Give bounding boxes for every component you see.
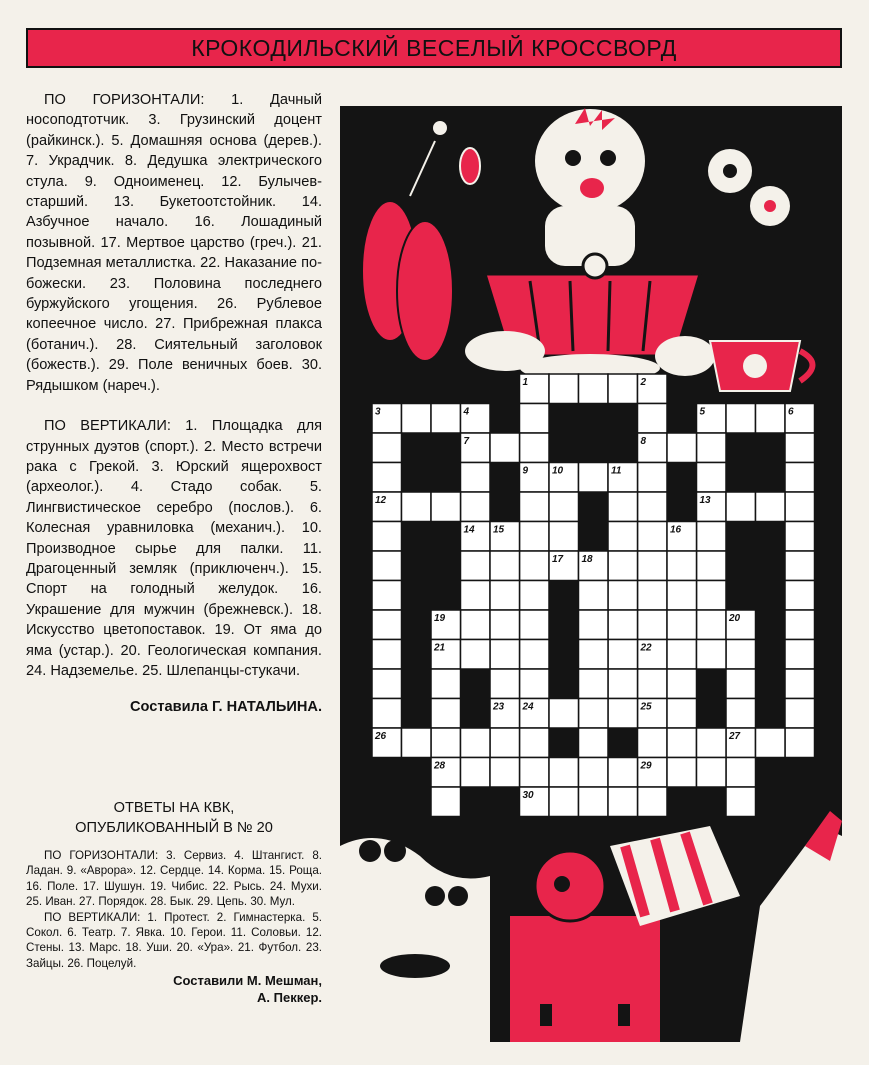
grid-cell[interactable]	[520, 404, 550, 434]
grid-cell[interactable]	[667, 551, 697, 581]
clue-number: 22	[640, 642, 652, 654]
grid-cell[interactable]	[402, 728, 432, 758]
grid-cell[interactable]	[667, 610, 697, 640]
clue-number: 12	[375, 495, 387, 506]
grid-cell[interactable]	[608, 522, 638, 552]
grid-cell[interactable]	[490, 728, 520, 758]
crossword-svg	[340, 106, 842, 1042]
grid-cell[interactable]	[726, 404, 756, 434]
clue-number: 21	[434, 642, 446, 654]
grid-cell[interactable]	[667, 581, 697, 611]
fly-icon	[433, 121, 447, 135]
grid-cell[interactable]	[726, 669, 756, 699]
grid-cell[interactable]	[520, 640, 550, 670]
grid-cell[interactable]	[520, 581, 550, 611]
grid-cell[interactable]	[461, 640, 491, 670]
clue-number: 30	[522, 790, 534, 801]
grid-cell[interactable]	[461, 610, 491, 640]
clue-number: 16	[670, 524, 682, 536]
crossword-illustration	[340, 106, 842, 1042]
grid-cell[interactable]	[372, 433, 402, 463]
clue-number: 23	[493, 701, 505, 713]
grid-cell[interactable]	[785, 581, 815, 611]
grid-cell[interactable]	[697, 758, 727, 788]
clue-number: 11	[611, 465, 622, 477]
clue-number: 24	[522, 701, 534, 713]
clue-number: 5	[699, 406, 706, 418]
title-banner	[26, 28, 842, 68]
grid-cell[interactable]	[638, 728, 668, 758]
grid-cell[interactable]	[431, 669, 461, 699]
answers-title-line-1: ОТВЕТЫ НА КВК,	[113, 800, 235, 816]
grid-cell[interactable]	[785, 522, 815, 552]
grid-cell[interactable]	[490, 640, 520, 670]
grid-cell[interactable]	[520, 728, 550, 758]
clue-number: 15	[493, 524, 505, 536]
grid-cell[interactable]	[697, 581, 727, 611]
grid-cell[interactable]	[638, 581, 668, 611]
clue-number: 14	[463, 524, 475, 536]
grid-cell[interactable]	[461, 728, 491, 758]
clue-number: 8	[640, 436, 647, 447]
clue-number: 10	[552, 465, 564, 477]
grid-cell[interactable]	[697, 551, 727, 581]
clues-column	[26, 90, 322, 715]
toilet-box	[510, 916, 660, 1042]
grid-cell[interactable]	[608, 610, 638, 640]
grid-cell[interactable]	[549, 758, 579, 788]
grid-cell[interactable]	[579, 374, 609, 404]
grid-cell[interactable]	[461, 492, 491, 522]
foam-right	[655, 336, 715, 376]
grid-cell[interactable]	[726, 492, 756, 522]
grid-cell[interactable]	[372, 699, 402, 729]
grid-cell[interactable]	[579, 581, 609, 611]
grid-cell[interactable]	[638, 551, 668, 581]
grid-cell[interactable]	[579, 787, 609, 817]
grid-cell[interactable]	[608, 551, 638, 581]
clue-number: 27	[729, 731, 741, 742]
grid-cell[interactable]	[461, 463, 491, 493]
answers-block	[26, 798, 322, 1006]
grid-cell[interactable]	[520, 492, 550, 522]
grid-cell[interactable]	[667, 728, 697, 758]
grid-cell[interactable]	[608, 787, 638, 817]
grid-cell[interactable]	[785, 610, 815, 640]
boy-eye-left	[565, 150, 581, 166]
grid-cell[interactable]	[549, 787, 579, 817]
grid-cell[interactable]	[490, 758, 520, 788]
boy-eye-right	[600, 150, 616, 166]
horizontal-clues: ПО ГОРИЗОНТАЛИ: 1. Дачный носоподтотчик. 3. Грузинский доцент (райкинск.). 5. Домашняя основа (дерев.). 7. Украдчик. 8. Дедушка электрического стула. 9. Одноименец. 12. Булычев-старший. 13. Букетоотстойник. 14. Азбучное начало. 16. Лошадиный позывной. 17. Мертвое царство (греч.). 21. Подземная металлистка. 22. Наказание по-божески. 23. Половина последнего буржуйского угощения. 26. Рублевое копеечное число. 27. Прибрежная плакса (ботанич.). 28. Сиятельный заголовок (божеств.). 29. Поле веничных боев. 30. Рядышком (нареч.).	[26, 92, 322, 394]
grid-cell[interactable]	[549, 374, 579, 404]
grid-cell[interactable]	[756, 728, 786, 758]
grid-cell[interactable]	[638, 404, 668, 434]
clue-number: 25	[640, 701, 652, 713]
grid-cell[interactable]	[549, 699, 579, 729]
grid-cell[interactable]	[785, 640, 815, 670]
grid-cell[interactable]	[490, 669, 520, 699]
grid-cell[interactable]	[520, 669, 550, 699]
boy-in-tub-illustration	[362, 108, 813, 391]
compiler-signature: Составила Г. НАТАЛЬИНА.	[130, 699, 322, 716]
grid-cell[interactable]	[726, 640, 756, 670]
grid-cell[interactable]	[697, 522, 727, 552]
grid-cell[interactable]	[726, 787, 756, 817]
bath-slipper-right	[397, 221, 453, 361]
grid-cell[interactable]	[785, 463, 815, 493]
crossword-grid	[372, 374, 815, 817]
grid-cell[interactable]	[785, 492, 815, 522]
grid-cell[interactable]	[579, 669, 609, 699]
grid-cell[interactable]	[638, 492, 668, 522]
clue-number: 29	[640, 760, 652, 772]
grid-cell[interactable]	[726, 758, 756, 788]
grid-cell[interactable]	[608, 374, 638, 404]
vertical-clues: ПО ВЕРТИКАЛИ: 1. Площадка для струнных дуэтов (спорт.). 2. Место встречи рака с Грекой. 3. Юрский ящерохвост (археолог.). 4. Стадо собак. 5. Лингвистическое серебро (послов.). 6. Колесная уравниловка (механич.). 10. Производное сырье для палки. 11. Драгоценный земляк (приключенч.). 15. Спорт на голодный желудок. 16. Украшение для мужчин (брежневск.). 18. Искусство цветопоставок. 19. От яма до яма (устар.). 20. Геологическая компания. 24. Надземелье. 25. Шлепанцы-стукачи.	[26, 418, 322, 679]
grid-cell[interactable]	[785, 433, 815, 463]
grid-cell[interactable]	[608, 669, 638, 699]
grid-cell[interactable]	[608, 581, 638, 611]
toilet-frogs-illustration	[340, 811, 842, 1042]
grid-cell[interactable]	[667, 640, 697, 670]
grid-cell[interactable]	[549, 522, 579, 552]
grid-cell[interactable]	[490, 551, 520, 581]
grid-cell[interactable]	[490, 581, 520, 611]
clue-number: 1	[522, 377, 529, 388]
grid-cell[interactable]	[431, 699, 461, 729]
clue-number: 19	[434, 613, 446, 624]
plumber-head	[535, 851, 605, 921]
grid-cell[interactable]	[756, 404, 786, 434]
grid-cell[interactable]	[431, 787, 461, 817]
grid-cell[interactable]	[785, 699, 815, 729]
grid-cell[interactable]	[372, 640, 402, 670]
grid-cell[interactable]	[431, 728, 461, 758]
grid-cell[interactable]	[579, 463, 609, 493]
frogs-group	[340, 838, 490, 1042]
grid-cell[interactable]	[756, 492, 786, 522]
clue-number: 7	[463, 436, 470, 447]
answers-vertical: ПО ВЕРТИКАЛИ: 1. Протест. 2. Гимнастерка. 5. Сокол. 6. Театр. 7. Явка. 10. Герои. 11. Соловьи. 12. Стены. 13. Марс. 18. Уши. 20. «Ура». 21. Футбол. 23. Зайцы. 26. Поцелуй.	[26, 910, 322, 970]
grid-cell[interactable]	[461, 581, 491, 611]
grid-cell[interactable]	[579, 728, 609, 758]
grid-cell[interactable]	[490, 433, 520, 463]
grid-cell[interactable]	[520, 610, 550, 640]
clue-number: 18	[581, 554, 593, 565]
grid-cell[interactable]	[697, 463, 727, 493]
answers-compiler-line-1: Составили М. Мешман,	[173, 973, 322, 989]
grid-cell[interactable]	[697, 728, 727, 758]
grid-cell[interactable]	[726, 699, 756, 729]
grid-cell[interactable]	[402, 492, 432, 522]
grid-cell[interactable]	[638, 610, 668, 640]
grid-cell[interactable]	[638, 522, 668, 552]
grid-cell[interactable]	[431, 492, 461, 522]
bee-icon	[460, 148, 480, 184]
grid-cell[interactable]	[785, 669, 815, 699]
grid-cell[interactable]	[372, 669, 402, 699]
clue-number: 13	[699, 495, 711, 506]
clue-number: 28	[434, 760, 446, 772]
grid-cell[interactable]	[579, 699, 609, 729]
page-title: КРОКОДИЛЬСКИЙ ВЕСЕЛЫЙ КРОССВОРД	[191, 34, 677, 61]
grid-cell[interactable]	[372, 551, 402, 581]
grid-cell[interactable]	[608, 699, 638, 729]
grid-cell[interactable]	[461, 551, 491, 581]
grid-cell[interactable]	[667, 758, 697, 788]
grid-cell[interactable]	[402, 404, 432, 434]
grid-cell[interactable]	[520, 522, 550, 552]
clue-number: 2	[640, 377, 647, 388]
clue-number: 26	[375, 731, 387, 742]
clue-number: 6	[788, 406, 794, 418]
grid-cell[interactable]	[579, 640, 609, 670]
grid-cell[interactable]	[638, 669, 668, 699]
grid-cell[interactable]	[667, 669, 697, 699]
grid-cell[interactable]	[431, 404, 461, 434]
answers-horizontal: ПО ГОРИЗОНТАЛИ: 3. Сервиз. 4. Штангист. 8. Ладан. 9. «Аврора». 12. Сердце. 14. Корма. 15. Роща. 16. Поле. 17. Шушун. 19. Чибис. 22. Рысь. 24. Мухи. 25. Иван. 27. Порядок. 28. Бык. 29. Цепь. 30. Мул.	[26, 849, 322, 909]
grid-cell[interactable]	[638, 787, 668, 817]
grid-cell[interactable]	[579, 758, 609, 788]
grid-cell[interactable]	[520, 551, 550, 581]
grid-cell[interactable]	[785, 551, 815, 581]
grid-cell[interactable]	[785, 728, 815, 758]
answers-compiler-line-2: А. Пеккер.	[257, 990, 322, 1006]
grid-cell[interactable]	[638, 463, 668, 493]
grid-cell[interactable]	[520, 758, 550, 788]
grid-cell[interactable]	[608, 758, 638, 788]
grid-cell[interactable]	[608, 640, 638, 670]
clue-number: 4	[463, 406, 470, 418]
grid-cell[interactable]	[697, 610, 727, 640]
clue-number: 17	[552, 554, 564, 565]
grid-cell[interactable]	[697, 640, 727, 670]
grid-cell[interactable]	[667, 433, 697, 463]
grid-cell[interactable]	[490, 610, 520, 640]
grid-cell[interactable]	[372, 610, 402, 640]
clue-number: 9	[522, 465, 529, 477]
grid-cell[interactable]	[372, 463, 402, 493]
grid-cell[interactable]	[608, 492, 638, 522]
grid-cell[interactable]	[520, 433, 550, 463]
grid-cell[interactable]	[697, 433, 727, 463]
grid-cell[interactable]	[372, 581, 402, 611]
grid-cell[interactable]	[667, 699, 697, 729]
clue-number: 3	[375, 406, 381, 418]
grid-cell[interactable]	[549, 492, 579, 522]
grid-cell[interactable]	[461, 758, 491, 788]
grid-cell[interactable]	[579, 610, 609, 640]
pacifier	[580, 178, 604, 198]
answers-title-line-2: ОПУБЛИКОВАННЫЙ В № 20	[75, 820, 273, 836]
clue-number: 20	[729, 613, 741, 624]
grid-cell[interactable]	[372, 522, 402, 552]
